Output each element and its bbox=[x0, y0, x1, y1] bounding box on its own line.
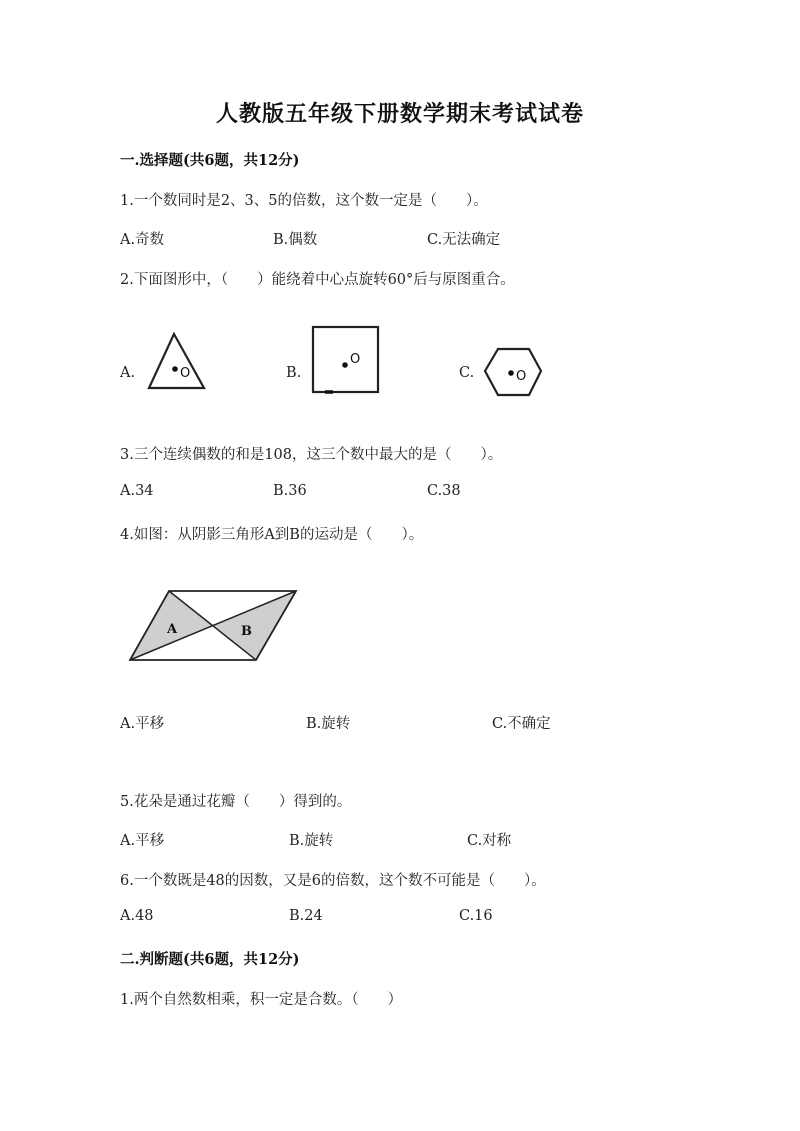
question-3: 3.三个连续偶数的和是108，这三个数中最大的是（ ）。 bbox=[120, 447, 503, 463]
center-label: O bbox=[516, 369, 527, 384]
q3-option-c: C.38 bbox=[427, 483, 461, 499]
q6-option-c: C.16 bbox=[459, 908, 493, 924]
square-shape bbox=[313, 327, 378, 392]
q2-option-a: A. bbox=[120, 365, 136, 381]
q1-option-a: A.奇数 bbox=[120, 232, 165, 248]
q5-option-a: A.平移 bbox=[120, 833, 165, 849]
q4-option-b: B.旋转 bbox=[306, 716, 351, 732]
label-b: B bbox=[241, 624, 252, 639]
question-5: 5.花朵是通过花瓣（ ）得到的。 bbox=[120, 794, 352, 810]
judgment-1: 1.两个自然数相乘，积一定是合数。（ ） bbox=[120, 992, 403, 1008]
q6-option-a: A.48 bbox=[120, 908, 154, 924]
q4-option-a: A.平移 bbox=[120, 716, 165, 732]
q6-option-b: B.24 bbox=[289, 908, 323, 924]
page-title: 人教版五年级下册数学期末考试试卷 bbox=[215, 101, 584, 127]
triangle-shape bbox=[149, 334, 204, 388]
q5-option-b: B.旋转 bbox=[289, 833, 334, 849]
center-label: O bbox=[350, 352, 361, 367]
q5-option-c: C.对称 bbox=[467, 833, 512, 849]
q3-option-a: A.34 bbox=[120, 483, 154, 499]
square-figure bbox=[305, 320, 385, 400]
triangle-figure bbox=[140, 325, 210, 395]
q3-option-b: B.36 bbox=[273, 483, 307, 499]
q1-option-c: C.无法确定 bbox=[427, 232, 501, 248]
section-heading-choice: 一.选择题(共6题，共12分) bbox=[120, 152, 300, 169]
hexagon-figure bbox=[478, 340, 548, 402]
shaded-triangle-b bbox=[213, 591, 296, 660]
q4-option-c: C.不确定 bbox=[492, 716, 551, 732]
question-6: 6.一个数既是48的因数，又是6的倍数，这个数不可能是（ ）。 bbox=[120, 873, 546, 889]
q2-option-c: C. bbox=[459, 365, 475, 381]
center-dot bbox=[172, 366, 178, 372]
parallelogram-figure bbox=[125, 585, 305, 667]
q2-option-b: B. bbox=[286, 365, 302, 381]
question-4: 4.如图：从阴影三角形A到B的运动是（ ）。 bbox=[120, 527, 424, 543]
question-1: 1.一个数同时是2、3、5的倍数，这个数一定是（ ）。 bbox=[120, 193, 488, 209]
center-dot bbox=[342, 362, 348, 368]
section-heading-judgment: 二.判断题(共6题，共12分) bbox=[120, 951, 300, 968]
question-2: 2.下面图形中，（ ）能绕着中心点旋转60°后与原图重合。 bbox=[120, 272, 515, 288]
center-label: O bbox=[180, 366, 191, 381]
label-a: A bbox=[167, 622, 178, 637]
center-dot bbox=[508, 370, 514, 376]
q1-option-b: B.偶数 bbox=[273, 232, 318, 248]
